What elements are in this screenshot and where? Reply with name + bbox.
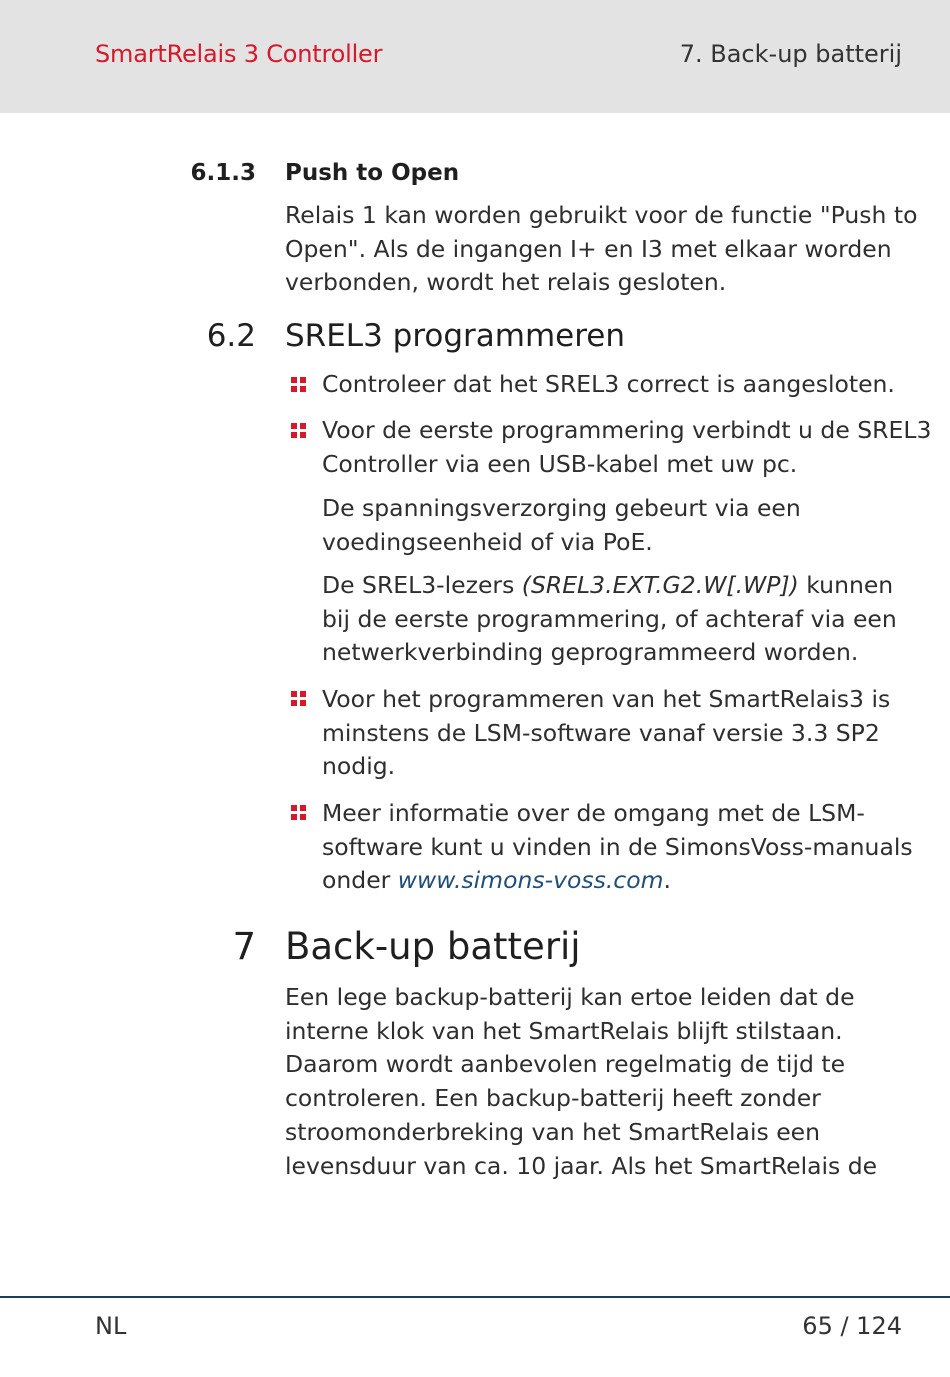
text-line: interne klok van het SmartRelais blijft stilstaan. bbox=[285, 1016, 843, 1045]
page-header bbox=[0, 0, 950, 113]
text-line: bij de eerste programmering, of achteraf via een bbox=[322, 604, 897, 633]
section-number-6-2: 6.2 bbox=[206, 318, 256, 354]
text-line: De spanningsverzorging gebeurt via een bbox=[322, 494, 801, 522]
text-line: Daarom wordt aanbevolen regelmatig de tijd te bbox=[285, 1050, 846, 1079]
section-title-srel3-programmeren: SREL3 programmeren bbox=[285, 318, 626, 354]
text-line: Open". Als de ingangen I+ en I3 met elkaar worden bbox=[285, 234, 892, 263]
bullet-item bbox=[322, 414, 931, 481]
bullet-item bbox=[322, 683, 890, 784]
text-line: voedingseenheid of via PoE. bbox=[322, 527, 653, 556]
text-line: verbonden, wordt het relais gesloten. bbox=[285, 268, 727, 297]
section-title-push-to-open: Push to Open bbox=[285, 160, 460, 186]
header-chapter-title: 7. Back-up batterij bbox=[679, 40, 902, 68]
text-line: minstens de LSM-software vanaf versie 3.3 SP2 bbox=[322, 718, 880, 747]
text-line: Voor de eerste programmering verbindt u de SREL3 bbox=[322, 416, 932, 444]
chapter-title-back-up-batterij: Back-up batterij bbox=[285, 925, 581, 968]
product-code: (SREL3.EXT.G2.W[.WP]) bbox=[521, 571, 799, 599]
text-line: nodig. bbox=[322, 752, 396, 781]
text-line: stroomonderbreking van het SmartRelais een bbox=[285, 1117, 821, 1146]
bullet-square-icon bbox=[291, 805, 307, 821]
footer-page-number: 65 / 124 bbox=[802, 1312, 902, 1340]
paragraph-back-up-batterij bbox=[285, 981, 877, 1183]
header-product-title: SmartRelais 3 Controller bbox=[95, 40, 383, 68]
footer-language: NL bbox=[95, 1312, 127, 1340]
bullet-square-icon bbox=[291, 691, 307, 707]
bullet-note bbox=[322, 492, 801, 559]
text-line bbox=[322, 569, 897, 603]
text-line: Relais 1 kan worden gebruikt voor de functie "Push to bbox=[285, 201, 918, 229]
text-line: levensduur van ca. 10 jaar. Als het SmartRelais de bbox=[285, 1151, 878, 1180]
bullet-note bbox=[322, 569, 897, 670]
text-prefix: onder bbox=[322, 866, 398, 895]
text-line: Meer informatie over de omgang met de LSM- bbox=[322, 799, 865, 827]
text-line: controleren. Een backup-batterij heeft zonder bbox=[285, 1084, 821, 1113]
text-line bbox=[322, 864, 913, 898]
text-line: software kunt u vinden in de SimonsVoss-manuals bbox=[322, 832, 913, 861]
footer-divider bbox=[0, 1296, 950, 1298]
bullet-square-icon bbox=[291, 377, 307, 393]
text-line: Voor het programmeren van het SmartRelais3 is bbox=[322, 685, 891, 713]
text-line: Een lege backup-batterij kan ertoe leiden dat de bbox=[285, 983, 855, 1011]
text-suffix: kunnen bbox=[798, 571, 894, 599]
section-number-6-1-3: 6.1.3 bbox=[190, 160, 256, 186]
text-line: Controleer dat het SREL3 correct is aangesloten. bbox=[322, 370, 895, 398]
text-line: netwerkverbinding geprogrammeerd worden. bbox=[322, 638, 859, 667]
paragraph-push-to-open bbox=[285, 199, 918, 300]
bullet-square-icon bbox=[291, 423, 307, 439]
text-line: Controller via een USB-kabel met uw pc. bbox=[322, 449, 798, 478]
bullet-item bbox=[322, 797, 913, 898]
chapter-number-7: 7 bbox=[232, 925, 256, 968]
bullet-item bbox=[322, 368, 895, 402]
simons-voss-link[interactable]: www.simons-voss.com bbox=[397, 866, 664, 895]
text-prefix: De SREL3-lezers bbox=[322, 571, 522, 599]
text-suffix: . bbox=[663, 866, 671, 895]
